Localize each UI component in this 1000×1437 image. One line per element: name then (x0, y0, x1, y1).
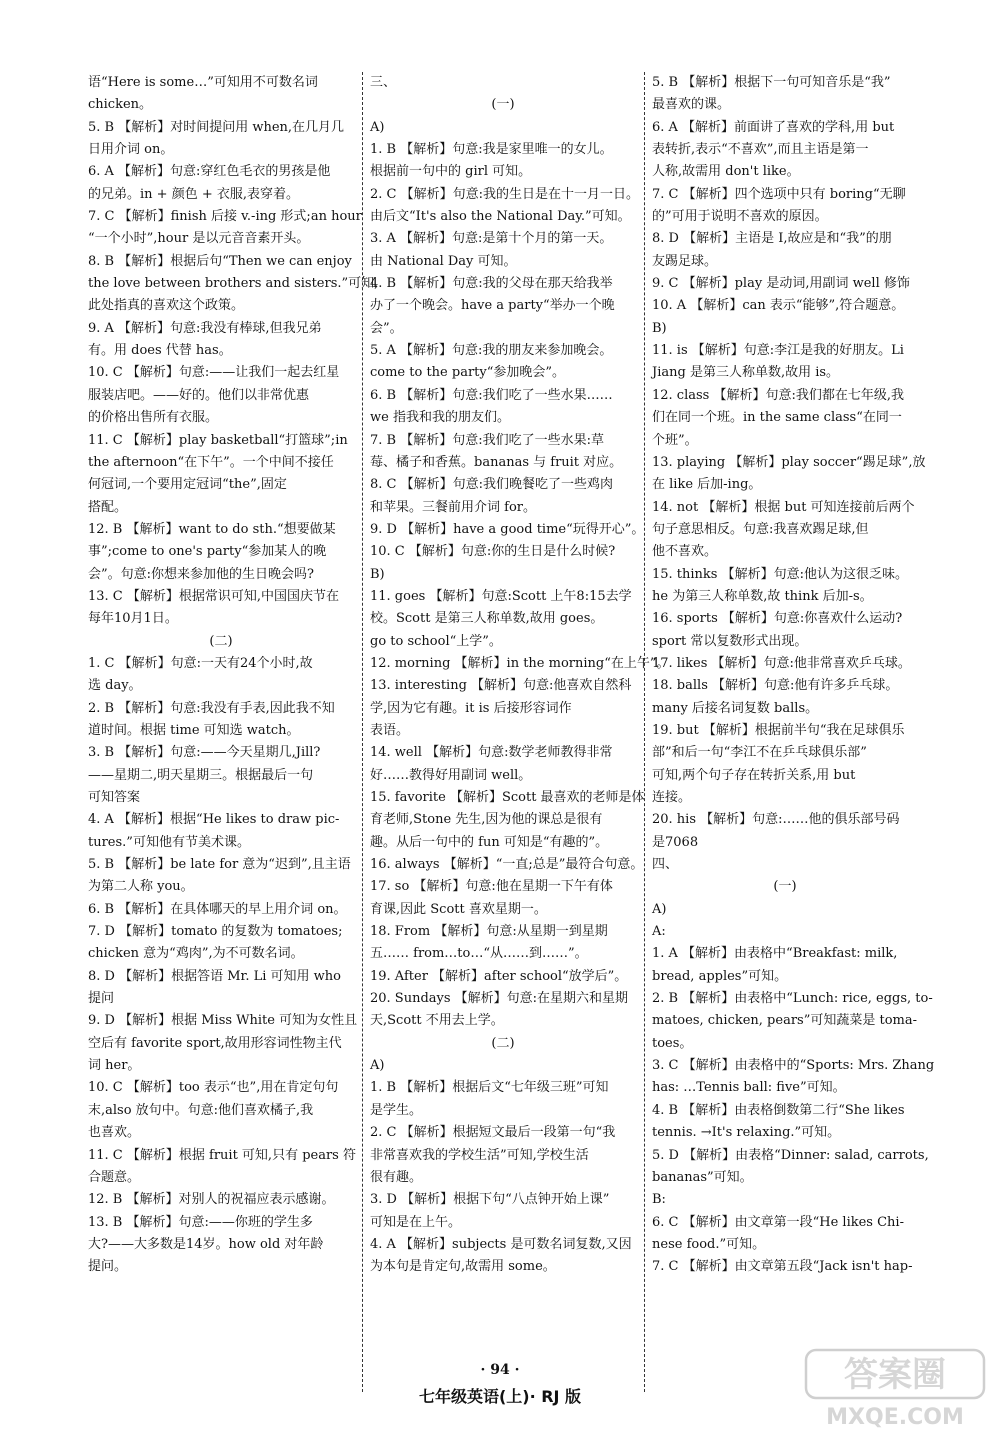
text-line: 15. thinks 【解析】句意:他认为这很乏味。 (652, 566, 908, 582)
text-line: 6. A 【解析】前面讲了喜欢的学科,用 but (652, 119, 895, 135)
text-line: 6. B 【解析】在具体哪天的早上用介词 on。 (88, 901, 347, 917)
text-line: 3. C 【解析】由表格中的“Sports: Mrs. Zhang (652, 1058, 935, 1074)
text-line: 此处指真的喜欢这个政策。 (88, 298, 245, 314)
watermark-logo (800, 1346, 990, 1432)
text-line: the love between brothers and sisters.”可知, (88, 276, 379, 292)
text-line: 校。Scott 是第三人称单数,故用 goes。 (370, 611, 604, 627)
text-line: 9. C 【解析】play 是动词,用副词 well 修饰 (652, 276, 910, 292)
text-line: 11. goes 【解析】句意:Scott 上午8:15去学 (370, 588, 632, 604)
text-line: 10. C 【解析】too 表示“也”,用在肯定句句 (88, 1080, 339, 1096)
text-line: 每年10月1日。 (88, 611, 178, 627)
text-line: we 指我和我的朋友们。 (370, 410, 510, 426)
text-line: 19. After 【解析】after school“放学后”。 (370, 968, 628, 984)
text-line: 空后有 favorite sport,故用形容词性物主代 (88, 1035, 342, 1051)
text-line: 1. B 【解析】根据后文“七年级三班”可知 (370, 1080, 609, 1096)
column-divider-right (644, 72, 645, 1392)
text-line: 四、 (652, 857, 679, 873)
text-line: 由 National Day 可知。 (370, 253, 517, 269)
text-line: 8. D 【解析】根据答语 Mr. Li 可知用 who (88, 968, 341, 984)
text-line: A: (652, 924, 666, 940)
text-line: the afternoon“在下午”。一个中间不接任 (88, 454, 334, 470)
text-line: 为本句是肯定句,故需用 some。 (370, 1259, 556, 1275)
text-line: 17. so 【解析】句意:他在星期一下午有体 (370, 879, 613, 895)
text-line: A) (652, 901, 667, 917)
text-line: 何冠词,一个要用定冠词“the”,固定 (88, 477, 287, 493)
text-line: 5. A 【解析】句意:我的朋友来参加晚会。 (370, 343, 613, 359)
text-line: 6. C 【解析】由文章第一段“He likes Chi- (652, 1214, 904, 1230)
text-line: 学,因为它有趣。it is 后接形容词作 (370, 700, 572, 716)
text-line: 可知,两个句子存在转折关系,用 but (652, 767, 856, 783)
text-line: 16. sports 【解析】句意:你喜欢什么运动? (652, 611, 903, 627)
text-line: 最喜欢的课。 (652, 97, 731, 113)
text-line: 12. class 【解析】句意:我们都在七年级,我 (652, 387, 904, 403)
text-line: go to school“上学”。 (370, 633, 502, 649)
text-line: chicken 意为“鸡肉”,为不可数名词。 (88, 946, 304, 962)
text-line: 大?——大多数是14岁。how old 对年龄 (88, 1236, 324, 1252)
text-line: 事”;come to one's party“参加某人的晚 (88, 544, 327, 560)
text-line: 和苹果。三餐前用介词 for。 (370, 499, 536, 515)
column-divider-left (362, 72, 363, 1392)
text-line: (一) (491, 97, 515, 113)
text-line: (二) (209, 633, 233, 649)
text-line: 10. C 【解析】句意:——让我们一起去红星 (88, 365, 340, 381)
text-line: 2. B 【解析】由表格中“Lunch: rice, eggs, to- (652, 991, 933, 1007)
text-line: 3. B 【解析】句意:——今天星期几,Jill? (88, 745, 321, 761)
text-line: 日用介词 on。 (88, 142, 174, 158)
text-line: 人称,故需用 don't like。 (652, 164, 800, 180)
text-line: 3. D 【解析】根据下句“八点钟开始上课” (370, 1192, 610, 1208)
text-line: 句子意思相反。句意:我喜欢踢足球,但 (652, 521, 869, 537)
text-line: 5. B 【解析】对时间提问用 when,在几月几 (88, 119, 345, 135)
text-line: Jiang 是第三人称单数,故用 is。 (652, 365, 840, 381)
text-line: sport 常以复数形式出现。 (652, 633, 808, 649)
text-line: 1. B 【解析】句意:我是家里唯一的女儿。 (370, 142, 613, 158)
text-line: A) (370, 1058, 385, 1074)
text-line: he 为第三人称单数,故 think 后加-s。 (652, 588, 873, 604)
text-line: 12. morning 【解析】in the morning“在上午”。 (370, 655, 670, 671)
text-line: 1. A 【解析】由表格中“Breakfast: milk, (652, 946, 898, 962)
text-line: (一) (773, 879, 797, 895)
text-line: 服装店吧。——好的。他们以非常优惠 (88, 387, 310, 403)
text-line: 的价格出售所有衣服。 (88, 410, 219, 426)
text-line: 7. D 【解析】tomato 的复数为 tomatoes; (88, 924, 343, 940)
text-line: 13. C 【解析】根据常识可知,中国国庆节在 (88, 588, 340, 604)
text-line: 10. A 【解析】can 表示“能够”,符合题意。 (652, 298, 905, 314)
text-line: 14. well 【解析】句意:数学老师教得非常 (370, 745, 613, 761)
text-line: 他不喜欢。 (652, 544, 718, 560)
text-line: 三、 (370, 75, 397, 90)
text-line: 20. Sundays 【解析】句意:在星期六和星期 (370, 991, 629, 1007)
text-line: 6. B 【解析】句意:我们吃了一些水果…… (370, 387, 613, 403)
text-line: (二) (491, 1035, 515, 1051)
text-line: 表转折,表示“不喜欢”,而且主语是第一 (652, 142, 869, 158)
text-line: 个班”。 (652, 432, 698, 448)
watermark-bottom-text: MXQE.COM (826, 1405, 964, 1430)
text-line: B) (652, 320, 667, 336)
text-line: 根据前一句中的 girl 可知。 (370, 164, 532, 180)
text-line: bread, apples”可知。 (652, 968, 788, 984)
text-line: 会”。 (370, 320, 403, 336)
watermark-top-text: 答案圈 (844, 1355, 946, 1395)
text-line: 4. B 【解析】由表格倒数第二行“She likes (652, 1102, 905, 1118)
text-line: 12. B 【解析】对别人的祝福应表示感谢。 (88, 1192, 335, 1208)
text-line: 14. not 【解析】根据 but 可知连接前后两个 (652, 499, 915, 515)
text-line: 5. B 【解析】根据下一句可知音乐是“我” (652, 75, 891, 90)
text-line: 9. D 【解析】根据 Miss White 可知为女性且 (88, 1013, 358, 1029)
text-line: 11. C 【解析】play basketball“打篮球”;in (88, 432, 348, 448)
text-line: 11. is 【解析】句意:李江是我的好朋友。Li (652, 343, 904, 359)
page-number: · 94 · (480, 1362, 520, 1378)
text-line: 由后文“It's also the National Day.”可知。 (370, 209, 631, 225)
text-line: 7. C 【解析】由文章第五段“Jack isn't hap- (652, 1259, 913, 1275)
text-column-middle (370, 72, 670, 1279)
text-line: 15. favorite 【解析】Scott 最喜欢的老师是体 (370, 790, 645, 805)
text-line: B: (652, 1192, 666, 1208)
text-line: 趣。从后一句中的 fun 可知是“有趣的”。 (370, 834, 609, 850)
text-line: 12. B 【解析】want to do sth.“想要做某 (88, 521, 336, 537)
text-line: 8. C 【解析】句意:我们晚餐吃了一些鸡肉 (370, 477, 613, 493)
text-line: bananas”可知。 (652, 1169, 753, 1185)
text-line: 提问 (88, 991, 115, 1007)
text-line: 6. A 【解析】句意:穿红色毛衣的男孩是他 (88, 164, 331, 180)
text-line: 语“Here is some…”可知用不可数名词 (88, 75, 318, 90)
text-line: 4. B 【解析】句意:我的父母在那天给我举 (370, 276, 613, 292)
text-line: 词 her。 (88, 1058, 141, 1074)
text-line: 育老师,Stone 先生,因为他的课总是很有 (370, 812, 603, 828)
text-line: 9. A 【解析】句意:我没有棒球,但我兄弟 (88, 320, 322, 336)
text-line: A) (370, 119, 385, 135)
text-line: 16. always 【解析】“一直;总是”最符合句意。 (370, 857, 644, 873)
text-column-left (88, 72, 379, 1279)
text-line: 20. his 【解析】句意:……他的俱乐部号码 (652, 812, 900, 828)
text-line: 17. likes 【解析】句意:他非常喜欢乒乓球。 (652, 655, 911, 671)
text-line: 10. C 【解析】句意:你的生日是什么时候? (370, 544, 616, 560)
text-line: 五…… from…to…“从……到……”。 (370, 946, 588, 962)
text-line: 7. B 【解析】句意:我们吃了一些水果:草 (370, 432, 604, 448)
text-line: 道时间。根据 time 可知选 watch。 (88, 722, 300, 738)
text-line: 7. C 【解析】finish 后接 v.-ing 形式;an hour (88, 209, 362, 225)
text-line: matoes, chicken, pears”可知蔬菜是 toma- (652, 1013, 918, 1029)
text-line: 13. playing 【解析】play soccer“踢足球”,放 (652, 454, 926, 470)
text-line: 2. C 【解析】根据短文最后一段第一句“我 (370, 1125, 616, 1141)
text-line: 办了一个晚会。have a party“举办一个晚 (370, 298, 615, 314)
text-line: 莓、橘子和香蕉。bananas 与 fruit 对应。 (370, 454, 623, 470)
text-line: 是7068 (652, 834, 699, 850)
text-line: 提问。 (88, 1259, 128, 1275)
book-title: 七年级英语(上)· RJ 版 (418, 1387, 582, 1406)
text-line: ——星期二,明天星期三。根据最后一句 (88, 767, 314, 783)
text-line: 搭配。 (88, 499, 128, 515)
text-line: 2. C 【解析】句意:我的生日是在十一月一日。 (370, 186, 639, 202)
text-line: 19. but 【解析】根据前半句“我在足球俱乐 (652, 722, 905, 738)
text-line: 友踢足球。 (652, 253, 718, 269)
text-line: 天,Scott 不用去上学。 (370, 1013, 504, 1029)
text-line: has: …Tennis ball: five”可知。 (652, 1080, 846, 1096)
text-line: 好……教得好用副词 well。 (370, 767, 532, 783)
text-line: come to the party“参加晚会”。 (370, 365, 566, 381)
text-line: chicken。 (88, 97, 153, 113)
text-line: 8. B 【解析】根据后句“Then we can enjoy (88, 253, 352, 269)
text-line: 会”。句意:你想来参加他的生日晚会吗? (88, 566, 314, 582)
text-line: 表语。 (370, 722, 410, 738)
text-line: 1. C 【解析】句意:一天有24个小时,故 (88, 655, 313, 671)
text-line: 4. A 【解析】根据“He likes to draw pic- (88, 812, 340, 828)
text-line: “一个小时”,hour 是以元音音素开头。 (88, 231, 310, 247)
text-line: 9. D 【解析】have a good time“玩得开心”。 (370, 521, 645, 537)
text-line: 育课,因此 Scott 喜欢星期一。 (370, 901, 547, 917)
text-line: many 后接名词复数 balls。 (652, 700, 819, 716)
text-line: 18. From 【解析】句意:从星期一到星期 (370, 924, 608, 940)
text-line: 末,also 放句中。句意:他们喜欢橘子,我 (88, 1102, 314, 1118)
text-line: 为第二人称 you。 (88, 879, 194, 895)
text-line: 5. B 【解析】be late for 意为“迟到”,且主语 (88, 857, 351, 873)
text-line: 11. C 【解析】根据 fruit 可知,只有 pears 符 (88, 1147, 356, 1163)
text-line: 合题意。 (88, 1169, 141, 1185)
text-line: 非常喜欢我的学校生活”可知,学校生活 (370, 1147, 589, 1163)
text-line: 13. B 【解析】句意:——你班的学生多 (88, 1214, 313, 1230)
text-line: 可知答案 (88, 790, 141, 805)
text-line: 4. A 【解析】subjects 是可数名词复数,又因 (370, 1236, 632, 1252)
text-line: 也喜欢。 (88, 1125, 141, 1141)
text-line: 连接。 (652, 790, 692, 805)
text-line: 是学生。 (370, 1102, 423, 1118)
text-line: 很有趣。 (370, 1169, 423, 1185)
text-line: 2. B 【解析】句意:我没有手表,因此我不知 (88, 700, 335, 716)
text-line: 18. balls 【解析】句意:他有许多乒乓球。 (652, 678, 899, 694)
text-line: tures.”可知他有节美术课。 (88, 834, 250, 850)
text-line: 5. D 【解析】由表格“Dinner: salad, carrots, (652, 1147, 929, 1163)
text-line: 的兄弟。in + 颜色 + 衣服,表穿着。 (88, 186, 299, 202)
text-line: 3. A 【解析】句意:是第十个月的第一天。 (370, 231, 613, 247)
text-line: 13. interesting 【解析】句意:他喜欢自然科 (370, 678, 632, 694)
text-line: 8. D 【解析】主语是 I,故应是和“我”的朋 (652, 231, 892, 247)
text-line: 有。用 does 代替 has。 (88, 343, 232, 359)
text-line: 7. C 【解析】四个选项中只有 boring“无聊 (652, 186, 906, 202)
text-line: 们在同一个班。in the same class“在同一 (652, 410, 902, 426)
text-line: nese food.”可知。 (652, 1236, 766, 1252)
text-line: tennis. →It's relaxing.”可知。 (652, 1125, 841, 1141)
text-line: 在 like 后加-ing。 (652, 477, 762, 493)
text-line: 部”和后一句“李江不在乒乓球俱乐部” (652, 745, 867, 761)
text-line: toes。 (652, 1035, 693, 1051)
text-line: 的”可用于说明不喜欢的原因。 (652, 209, 828, 225)
text-line: 可知是在上午。 (370, 1214, 462, 1230)
text-line: B) (370, 566, 385, 582)
text-column-right (652, 72, 935, 1279)
text-line: 选 day。 (88, 678, 142, 694)
